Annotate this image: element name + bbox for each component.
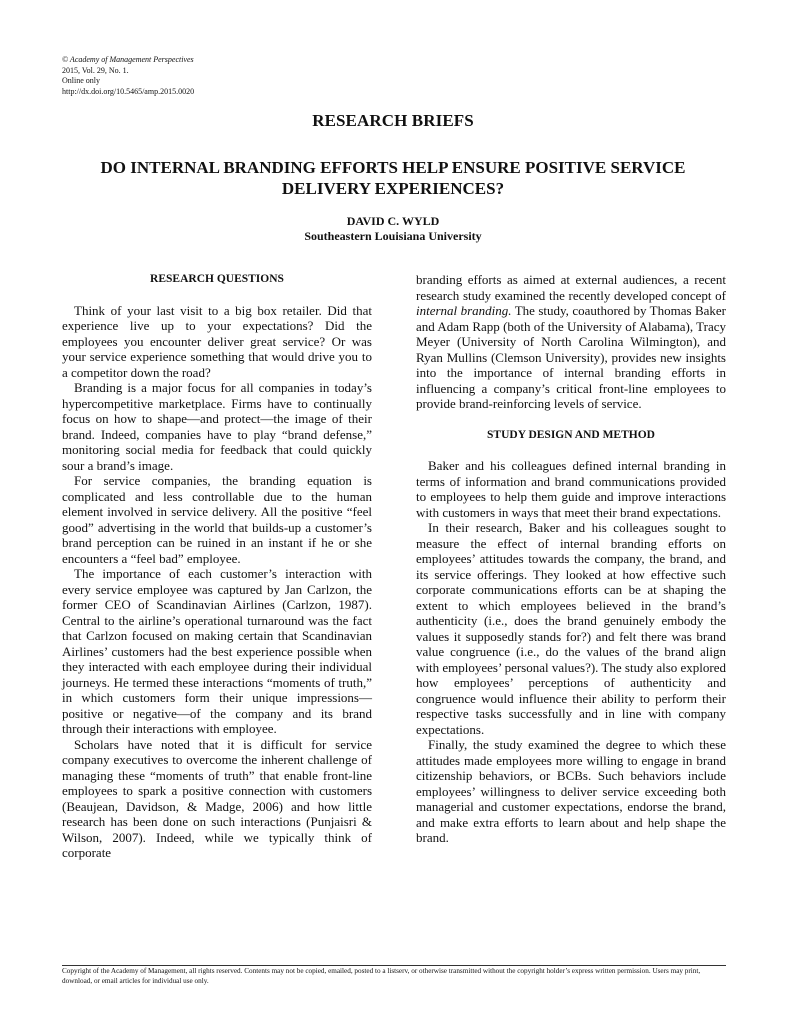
article-title-line: DO INTERNAL BRANDING EFFORTS HELP ENSURE POSITIVE SERVICE <box>100 158 686 177</box>
footer-divider <box>62 965 726 966</box>
section-heading-research-questions: RESEARCH QUESTIONS <box>150 273 284 285</box>
body-paragraph: For service companies, the branding equation is complicated and less controllable due to the human element involved in service delivery. All the positive “feel good” advertising in the world that builds-up a customer’s brand perception can be ruined in an instant if he or she encounters a “feel bad” employee. <box>62 473 372 566</box>
volume-info: 2015, Vol. 29, No. 1. <box>62 65 129 75</box>
section-title: RESEARCH BRIEFS <box>312 111 474 130</box>
author-block <box>0 214 786 244</box>
body-paragraph: In their research, Baker and his colleagues sought to measure the effect of internal branding efforts on employees’ attitudes towards the company, the brand, and its service offerings. They looked at how effective such corporate communications efforts can be at shaping the extent to which employees believed in the brand’s authenticity (i.e., does the brand genuinely embody the values it supposedly stands for?) and felt there was brand value congruence (i.e., do the values of the brand align with employees’ personal values?). The study also explored how employees’ perceptions of authenticity and congruence would influence their ability to perform their respective tasks successfully and in line with company expectations. <box>416 520 726 737</box>
article-title-line: DELIVERY EXPERIENCES? <box>281 179 505 198</box>
journal-name: © Academy of Management Perspectives <box>62 55 194 64</box>
body-paragraph: Baker and his colleagues defined internal branding in terms of information and brand communications provided to employees to help them guide and improve interactions with customers in ways that meet their brand expectations. <box>416 458 726 520</box>
continued-text: The study, coauthored by Thomas Baker and Adam Rapp (both of the University of Alabama), Tracy Meyer (University of North Carolina Wilmington), and Ryan Mullins (Clemson University), provides new insights into the importance of internal branding efforts in influencing a company’s critical front-line employees to provide brand-reinforcing levels of service. <box>416 303 726 411</box>
section-heading-study-design: STUDY DESIGN AND METHOD <box>487 428 655 441</box>
body-paragraph-continued <box>416 272 726 412</box>
right-column <box>416 272 726 846</box>
body-paragraph: Branding is a major focus for all companies in today’s hypercompetitive marketplace. Firms have to continually focus on how to shape—and protect—the image of their brand. Indeed, companies have to play “brand defense,” monitoring social media for feedback that could quickly sour a brand’s image. <box>62 380 372 473</box>
body-paragraph: Finally, the study examined the degree to which these attitudes made employees more willing to engage in brand citizenship behaviors, or BCBs. Such behaviors include employees’ willingness to deliver service exceeding both managerial and customer expectations, endorse the brand, and make extra efforts to learn about and help shape the brand. <box>416 737 726 845</box>
article-title <box>60 157 726 199</box>
continued-text: branding efforts as aimed at external audiences, a recent research study examined the recently developed concept of <box>416 272 726 303</box>
online-note: Online only <box>62 76 100 85</box>
doi-link[interactable]: http://dx.doi.org/10.5465/amp.2015.0020 <box>62 86 195 96</box>
copyright-footer: Copyright of the Academy of Management, all rights reserved. Contents may not be copied, emailed, posted to a listserv, or otherwise transmitted without the copyright holder’s express written permission. Users may print, download, or email articles for individual use only. <box>62 967 701 985</box>
body-paragraph: Think of your last visit to a big box retailer. Did that experience live up to your expectations? Did the employees you encounter deliver great service? Or was your service experience something that would drive you to a competitor down the road? <box>62 302 372 380</box>
left-column <box>62 272 372 861</box>
author-affiliation: Southeastern Louisiana University <box>304 229 482 243</box>
author-name: DAVID C. WYLD <box>346 214 440 228</box>
body-paragraph: Scholars have noted that it is difficult for service company executives to overcome the inherent challenge of managing these “moments of truth” that enable front-line employees to spark a positive connection with customers (Beaujean, Davidson, & Madge, 2006) and how little research has been done on such interactions (Punjaisri & Wilson, 2007). Indeed, while we typically think of corporate <box>62 736 372 860</box>
citation-block <box>62 55 194 97</box>
body-paragraph: The importance of each customer’s interaction with every service employee was captured by Jan Carlzon, the former CEO of Scandinavian Airlines (Carlzon, 1987). Central to the airline’s operational turnaround was the fact that Carlzon focused on making certain that Scandinavian Airlines’ customers had the best experience possible when they interacted with each employee during their individual journeys. He termed these interactions “moments of truth,” in which customers form their unique impressions—positive or negative—of the company and its brand through their interactions with employee. <box>62 566 372 736</box>
emphasized-term: internal branding. <box>416 303 512 318</box>
